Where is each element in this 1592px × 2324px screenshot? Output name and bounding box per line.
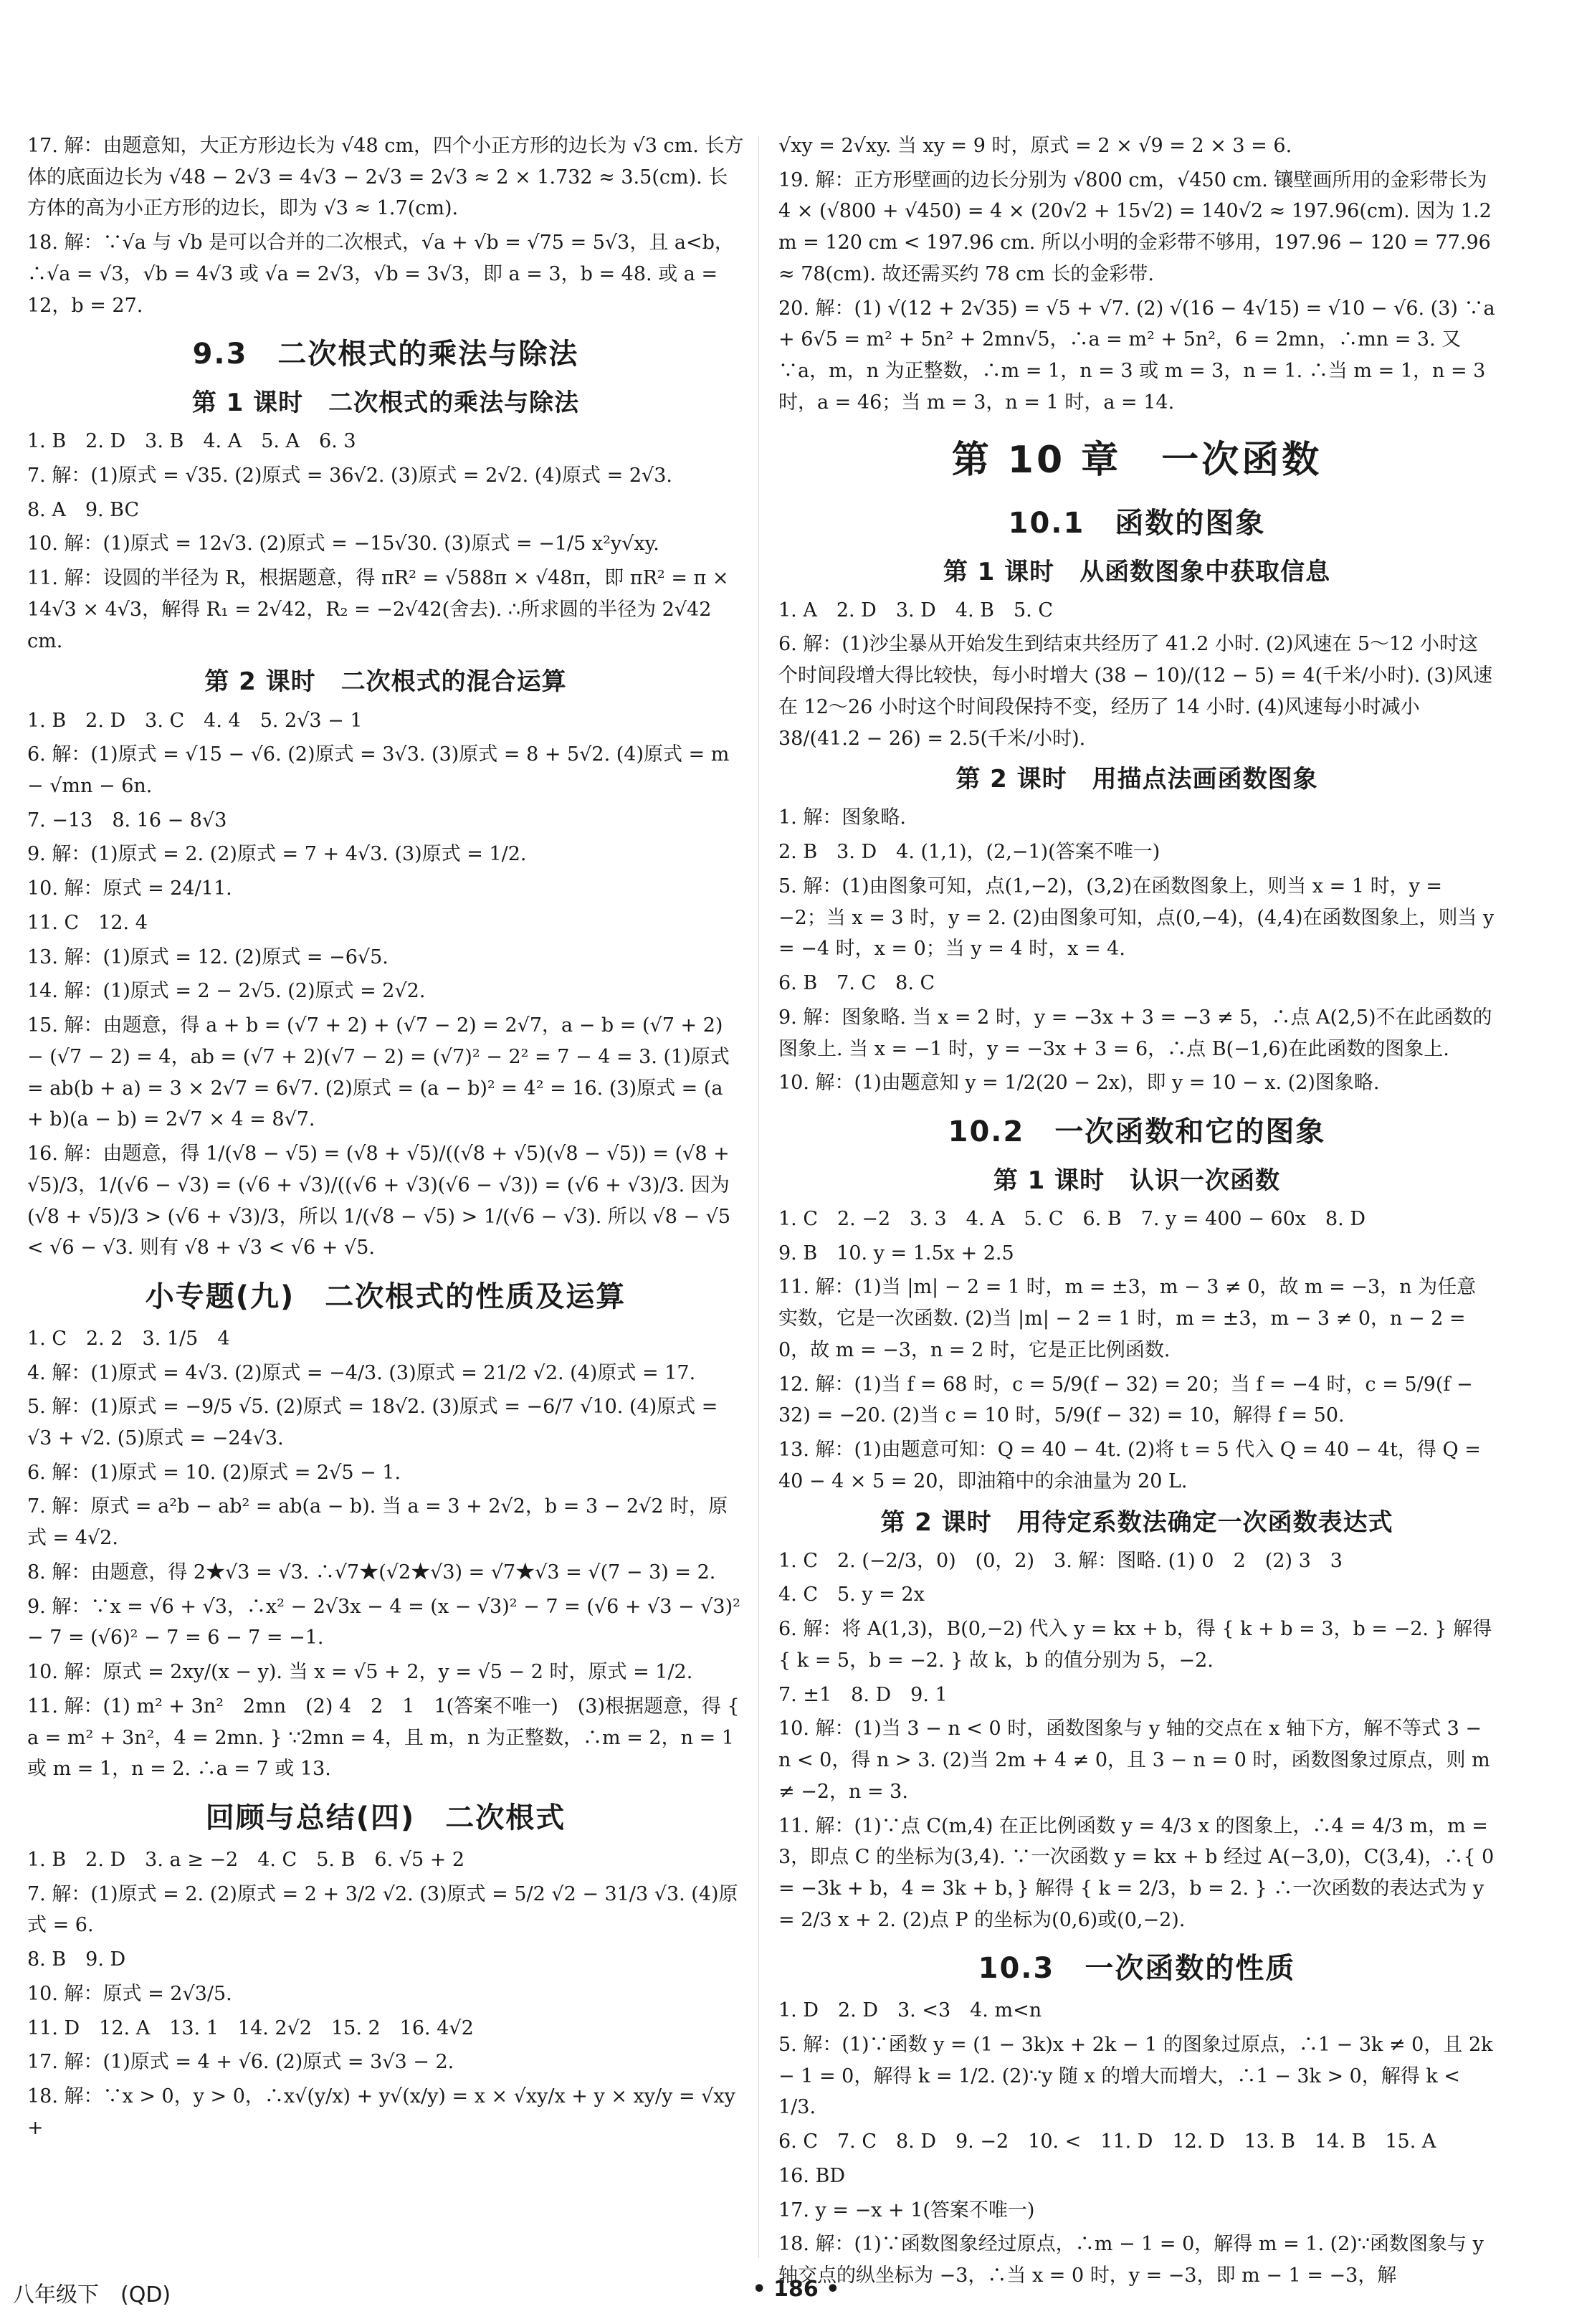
answer-line: 11. 解：(1) m² + 3n² 2mn (2) 4 2 1 1(答案不唯一) (3)根据题意，得 { a = m² + 3n²，4 = 2mn. } ∵2mn = 4，且 m，n 为正整数，∴m = 2，n = 1 或 m = 1，n = 2. ∴a = 7 或 13. bbox=[27, 1695, 740, 1781]
answer-line: 5. 解：(1)∵函数 y = (1 − 3k)x + 2k − 1 的图象过原点，∴1 − 3k ≠ 0，且 2k − 1 = 0，解得 k = 1/2. (2)∵y 随 x 的增大而增大，∴1 − 3k > 0，解得 k < 1/3. bbox=[778, 2033, 1493, 2119]
answer-17: 17. 解：由题意知，大正方形边长为 √48 cm，四个小正方形的边长为 √3 cm. 长方体的底面边长为 √48 − 2√3 = 4√3 − 2√3 = 2√3 ≈ 2 × 1.732 ≈ 3.5(cm). 长方体的高为小正方形的边长，即为 √3 ≈ 1.7(cm). bbox=[27, 135, 744, 220]
answer-line: 7. 解：(1)原式 = √35. (2)原式 = 36√2. (3)原式 = 2√2. (4)原式 = 2√3. bbox=[27, 465, 672, 487]
answer-line: 16. BD bbox=[778, 2164, 846, 2187]
answer-line: 4. 解：(1)原式 = 4√3. (2)原式 = −4/3. (3)原式 = 21/2 √2. (4)原式 = 17. bbox=[27, 1361, 696, 1384]
answer-line: 14. 解：(1)原式 = 2 − 2√5. (2)原式 = 2√2. bbox=[27, 980, 426, 1003]
answer-line: 9. 解：∵x = √6 + √3，∴x² − 2√3x − 4 = (x − √3)² − 7 = (√6 + √3 − √3)² − 7 = (√6)² − 7 = 6 − 7 = −1. bbox=[27, 1595, 740, 1649]
answer-line: 1. B 2. D 3. a ≥ −2 4. C 5. B 6. √5 + 2 bbox=[27, 1848, 465, 1871]
answer-line: 1. B 2. D 3. B 4. A 5. A 6. 3 bbox=[27, 430, 356, 453]
answer-line: 10. 解：(1)当 3 − n < 0 时，函数图象与 y 轴的交点在 x 轴下方，解不等式 3 − n < 0，得 n > 3. (2)当 2m + 4 ≠ 0，且 3 − n = 0 时，函数图象过原点，则 m ≠ −2，n = 3. bbox=[778, 1718, 1490, 1803]
answer-line: 1. C 2. −2 3. 3 4. A 5. C 6. B 7. y = 400 − 60x 8. D bbox=[778, 1207, 1365, 1230]
column-divider bbox=[758, 136, 759, 2258]
answer-18: 18. 解：∵√a 与 √b 是可以合并的二次根式，√a + √b = √75 = 5√3，且 a<b，∴√a = √3，√b = 4√3 或 √a = 2√3，√b = 3√3，即 a = 3，b = 48. 或 a = 12，b = 27. bbox=[27, 232, 734, 317]
answer-line: 7. −13 8. 16 − 8√3 bbox=[27, 809, 227, 832]
answer-line: 6. 解：(1)原式 = 10. (2)原式 = 2√5 − 1. bbox=[27, 1461, 401, 1484]
answer-line: 18. 解：∵x > 0，y > 0，∴x√(y/x) + y√(x/y) = x × √xy/x + y × xy/y = √xy + bbox=[27, 2085, 735, 2139]
answer-line: 2. B 3. D 4. (1,1)，(2,−1)(答案不唯一) bbox=[778, 841, 1160, 864]
answer-line: 10. 解：原式 = 24/11. bbox=[27, 877, 232, 900]
answer-19: 19. 解：正方形壁画的边长分别为 √800 cm，√450 cm. 镶壁画所用的金彩带长为 4 × (√800 + √450) = 4 × (20√2 + 15√2) = 140√2 ≈ 197.96(cm). 因为 1.2 m = 120 cm < 197.96 cm. 所以小明的金彩带不够用，197.96 − 120 = 77.96 ≈ 78(cm). 故还需买约 78 cm 长的金彩带. bbox=[778, 168, 1492, 285]
answer-line: 5. 解：(1)原式 = −9/5 √5. (2)原式 = 18√2. (3)原式 = −6/7 √10. (4)原式 = √3 + √2. (5)原式 = −24√3. bbox=[27, 1396, 718, 1449]
answer-line: 10. 解：(1)由题意知 y = 1/2(20 − 2x)，即 y = 10 − x. (2)图象略. bbox=[778, 1072, 1380, 1095]
answer-line: 9. 解：图象略. 当 x = 2 时，y = −3x + 3 = −3 ≠ 5，∴点 A(2,5)不在此函数的图象上. 当 x = −1 时，y = −3x + 3 = 6，∴点 B(−1,6)在此函数的图象上. bbox=[778, 1006, 1492, 1060]
answer-line: 6. 解：将 A(1,3)，B(0,−2) 代入 y = kx + b，得 { k + b = 3，b = −2. } 解得 { k = 5，b = −2. } 故 k，b 的值分别为 5，−2. bbox=[778, 1618, 1492, 1672]
answer-line: 6. B 7. C 8. C bbox=[778, 972, 935, 995]
answer-line: 1. D 2. D 3. <3 4. m<n bbox=[778, 1999, 1042, 2022]
answer-line: 17. 解：(1)原式 = 4 + √6. (2)原式 = 3√3 − 2. bbox=[27, 2051, 454, 2074]
page-number: • 186 • bbox=[752, 2277, 840, 2302]
answer-line: 11. 解：设圆的半径为 R，根据题意，得 πR² = √588π × √48π，即 πR² = π × 14√3 × 4√3，解得 R₁ = 2√42，R₂ = −2√42(舍去). ∴所求圆的半径为 2√42 cm. bbox=[27, 567, 729, 652]
answer-line: 11. C 12. 4 bbox=[27, 911, 148, 934]
answer-line: 13. 解：(1)原式 = 12. (2)原式 = −6√5. bbox=[27, 946, 389, 968]
answer-line: 16. 解：由题意，得 1/(√8 − √5) = (√8 + √5)/((√8 + √5)(√8 − √5)) = (√8 + √5)/3，1/(√6 − √3) = (√6 + √3)/((√6 + √3)(√6 − √3)) = (√6 + √3)/3. 因为 (√8 + √5)/3 > (√6 + √3)/3，所以 1/(√8 − √5) > 1/(√6 − √3). 所以 √8 − √5 < √6 − √3. 则有 √8 + √3 < √6 + √5. bbox=[27, 1143, 731, 1259]
section-heading-special-topic: 小专题(九) 二次根式的性质及运算 bbox=[145, 1280, 626, 1313]
answer-line: 11. 解：(1)当 |m| − 2 = 1 时，m = ±3，m − 3 ≠ 0，故 m = −3，n 为任意实数，它是一次函数. (2)当 |m| − 2 = 1 时，m = ±3，m − 3 ≠ 0，n − 2 = 0，故 m = −3，n = 2 时，它是正比例函数. bbox=[778, 1276, 1477, 1361]
lesson-heading: 第 2 课时 用描点法画函数图象 bbox=[955, 765, 1318, 794]
section-heading-review: 回顾与总结(四) 二次根式 bbox=[205, 1801, 566, 1835]
grade-label: 八年级下 (QD) bbox=[13, 2282, 171, 2308]
section-heading-10-3: 10.3 一次函数的性质 bbox=[978, 1952, 1296, 1986]
section-heading-9-3: 9.3 二次根式的乘法与除法 bbox=[192, 338, 579, 371]
answer-line: 10. 解：(1)原式 = 12√3. (2)原式 = −15√30. (3)原式 = −1/5 x²y√xy. bbox=[27, 533, 659, 556]
answer-line: 12. 解：(1)当 f = 68 时，c = 5/9(f − 32) = 20；当 f = −4 时，c = 5/9(f − 32) = −20. (2)当 c = 10 时，5/9(f − 32) = 10，解得 f = 50. bbox=[778, 1373, 1473, 1427]
section-heading-10-1: 10.1 函数的图象 bbox=[1008, 506, 1266, 540]
answer-line: 1. C 2. 2 3. 1/5 4 bbox=[27, 1327, 230, 1350]
answer-line: 7. 解：(1)原式 = 2. (2)原式 = 2 + 3/2 √2. (3)原式 = 5/2 √2 − 31/3 √3. (4)原式 = 6. bbox=[27, 1882, 738, 1937]
answer-line: √xy = 2√xy. 当 xy = 9 时，原式 = 2 × √9 = 2 × 3 = 6. bbox=[778, 135, 1292, 157]
answer-20: 20. 解：(1) √(12 + 2√35) = √5 + √7. (2) √(16 − 4√15) = √10 − √6. (3) ∵a + 6√5 = m² + 5n² + 2mn√5，∴a = m² + 5n²，6 = 2mn，∴mn = 3. 又∵a，m，n 为正整数，∴m = 1，n = 3 或 m = 3，n = 1. ∴当 m = 1，n = 3 时，a = 46；当 m = 3，n = 1 时，a = 14. bbox=[778, 297, 1495, 414]
answer-line: 7. 解：原式 = a²b − ab² = ab(a − b). 当 a = 3 + 2√2，b = 3 − 2√2 时，原式 = 4√2. bbox=[27, 1495, 728, 1550]
answer-line: 11. 解：(1)∵点 C(m,4) 在正比例函数 y = 4/3 x 的图象上，∴4 = 4/3 m，m = 3，即点 C 的坐标为(3,4). ∵一次函数 y = kx + b 经过 A(−3,0)，C(3,4)，∴{ 0 = −3k + b，4 = 3k + b，} 解得 { k = 2/3，b = 2. } ∴一次函数的表达式为 y = 2/3 x + 2. (2)点 P 的坐标为(0,6)或(0,−2). bbox=[778, 1814, 1495, 1931]
left-column bbox=[27, 130, 744, 2146]
lesson-heading: 第 2 课时 二次根式的混合运算 bbox=[204, 667, 567, 697]
answer-line: 1. A 2. D 3. D 4. B 5. C bbox=[778, 599, 1054, 622]
answer-line: 18. 解：(1)∵函数图象经过原点，∴m − 1 = 0，解得 m = 1. (2)∵函数图象与 y 轴交点的纵坐标为 −3，∴当 x = 0 时，y = −3，即 m − 1 = −3，解 bbox=[778, 2233, 1484, 2287]
answer-line: 5. 解：(1)由图象可知，点(1,−2)，(3,2)在函数图象上，则当 x = 1 时，y = −2；当 x = 3 时，y = 2. (2)由图象可知，点(0,−4)，(4,4)在函数图象上，则当 y = −4 时，x = 0；当 y = 4 时，x = 4. bbox=[778, 875, 1495, 961]
answer-line: 8. 解：由题意，得 2★√3 = √3. ∴√7★(√2★√3) = √7★√3 = √(7 − 3) = 2. bbox=[27, 1561, 716, 1584]
answer-line: 1. 解：图象略. bbox=[778, 806, 906, 829]
answer-line: 11. D 12. A 13. 1 14. 2√2 15. 2 16. 4√2 bbox=[27, 2016, 474, 2039]
chapter-heading-10: 第 10 章 一次函数 bbox=[951, 438, 1322, 482]
right-column bbox=[778, 130, 1495, 2295]
answer-line: 1. B 2. D 3. C 4. 4 5. 2√3 − 1 bbox=[27, 709, 363, 732]
answer-line: 7. ±1 8. D 9. 1 bbox=[778, 1683, 948, 1706]
answer-line: 17. y = −x + 1(答案不唯一) bbox=[778, 2199, 1035, 2221]
answer-line: 9. 解：(1)原式 = 2. (2)原式 = 7 + 4√3. (3)原式 = 1/2. bbox=[27, 843, 527, 866]
answer-line: 8. B 9. D bbox=[27, 1948, 126, 1971]
answer-line: 6. 解：(1)原式 = √15 − √6. (2)原式 = 3√3. (3)原式 = 8 + 5√2. (4)原式 = m − √mn − 6n. bbox=[27, 743, 730, 797]
lesson-heading: 第 1 课时 二次根式的乘法与除法 bbox=[191, 389, 580, 418]
answer-line: 15. 解：由题意，得 a + b = (√7 + 2) + (√7 − 2) = 2√7，a − b = (√7 + 2) − (√7 − 2) = 4，ab = (√7 + 2)(√7 − 2) = (√7)² − 2² = 7 − 4 = 3. (1)原式 = ab(b + a) = 3 × 2√7 = 6√7. (2)原式 = (a − b)² = 4² = 16. (3)原式 = (a + b)(a − b) = 2√7 × 4 = 8√7. bbox=[27, 1014, 730, 1131]
lesson-heading: 第 2 课时 用待定系数法确定一次函数表达式 bbox=[880, 1508, 1393, 1537]
answer-line: 10. 解：原式 = 2√3/5. bbox=[27, 1982, 232, 2005]
answer-line: 6. 解：(1)沙尘暴从开始发生到结束共经历了 41.2 小时. (2)风速在 5～12 小时这个时间段增大得比较快，每小时增大 (38 − 10)/(12 − 5) = 4(千米/小时). (3)风速在 12～26 小时这个时间段保持不变，经历了 14 小时. (4)风速每小时减小 38/(41.2 − 26) = 2.5(千米/小时). bbox=[778, 633, 1493, 750]
answer-line: 1. C 2. (−2/3，0) (0，2) 3. 解：图略. (1) 0 2 (2) 3 3 bbox=[778, 1549, 1343, 1572]
answer-line: 8. A 9. BC bbox=[27, 498, 140, 521]
answer-line: 9. B 10. y = 1.5x + 2.5 bbox=[778, 1242, 1014, 1265]
answer-line: 4. C 5. y = 2x bbox=[778, 1584, 925, 1606]
section-heading-10-2: 10.2 一次函数和它的图象 bbox=[948, 1115, 1326, 1149]
answer-line: 13. 解：(1)由题意可知：Q = 40 − 4t. (2)将 t = 5 代入 Q = 40 − 4t，得 Q = 40 − 4 × 5 = 20，即油箱中的余油量为 20 L. bbox=[778, 1439, 1481, 1492]
lesson-heading: 第 1 课时 从函数图象中获取信息 bbox=[943, 557, 1331, 586]
answer-line: 10. 解：原式 = 2xy/(x − y). 当 x = √5 + 2，y = √5 − 2 时，原式 = 1/2. bbox=[27, 1661, 693, 1684]
lesson-heading: 第 1 课时 认识一次函数 bbox=[993, 1166, 1281, 1195]
answer-line: 6. C 7. C 8. D 9. −2 10. < 11. D 12. D 13. B 14. B 15. A bbox=[778, 2130, 1436, 2153]
